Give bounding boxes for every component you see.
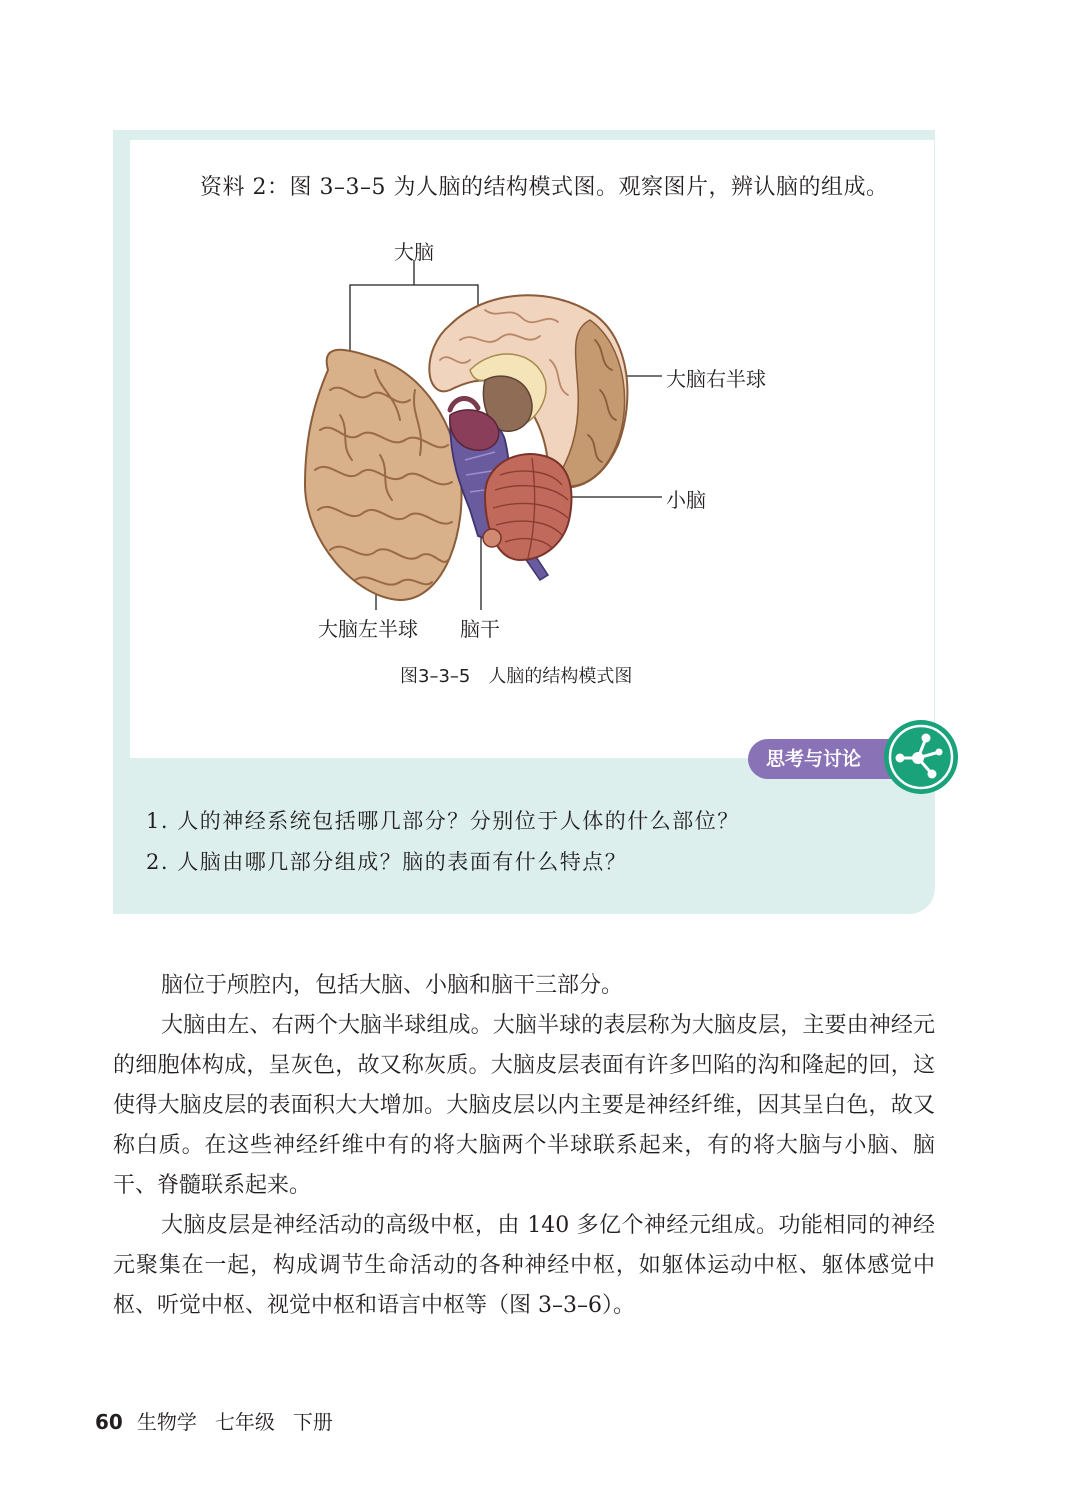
- label-right-hemisphere: 大脑右半球: [666, 367, 766, 391]
- footer-grade: 七年级: [214, 1410, 275, 1434]
- paragraph-2: 大脑由左、右两个大脑半球组成。大脑半球的表层称为大脑皮层，主要由神经元的细胞体构成，呈灰色，故又称灰质。大脑皮层表面有许多凹陷的沟和隆起的回，这使得大脑皮层的表面积大大增加。大脑皮层以内主要是神经纤维，因其呈白色，故又称白质。在这些神经纤维中有的将大脑两个半球联系起来，有的将大脑与小脑、脑干、脊髓联系起来。: [113, 1013, 935, 1198]
- figure-caption: 图3–3–5 人脑的结构模式图: [400, 666, 633, 687]
- question-1: 1. 人的神经系统包括哪几部分？分别位于人体的什么部位？: [146, 809, 740, 833]
- paragraph-1: 脑位于颅腔内，包括大脑、小脑和脑干三部分。: [161, 973, 624, 998]
- label-cerebellum: 小脑: [666, 488, 706, 512]
- discussion-title: 思考与讨论: [748, 739, 914, 779]
- paragraph-3: 大脑皮层是神经活动的高级中枢，由 140 多亿个神经元组成。功能相同的神经元聚集在一起，构成调节生命活动的各种神经中枢，如躯体运动中枢、躯体感觉中枢、听觉中枢、视觉中枢和语言中枢等（图 3–3–6）。: [113, 1213, 935, 1318]
- brain-diagram: [300, 230, 800, 650]
- material-text: 资料 2：图 3–3–5 为人脑的结构模式图。观察图片，辨认脑的组成。: [200, 175, 889, 200]
- page-footer: [95, 1406, 333, 1435]
- page-number: 60: [95, 1410, 123, 1434]
- question-2: 2. 人脑由哪几部分组成？脑的表面有什么特点？: [146, 850, 628, 874]
- label-cerebrum: 大脑: [394, 240, 434, 264]
- label-brainstem: 脑干: [460, 617, 500, 641]
- footer-volume: 下册: [292, 1410, 333, 1434]
- cerebellum-shape: [483, 454, 571, 560]
- molecule-icon: [882, 718, 960, 796]
- label-left-hemisphere: 大脑左半球: [318, 617, 418, 641]
- brain-figure: [300, 230, 800, 650]
- body-text: [113, 966, 935, 1326]
- footer-subject: 生物学: [136, 1410, 197, 1434]
